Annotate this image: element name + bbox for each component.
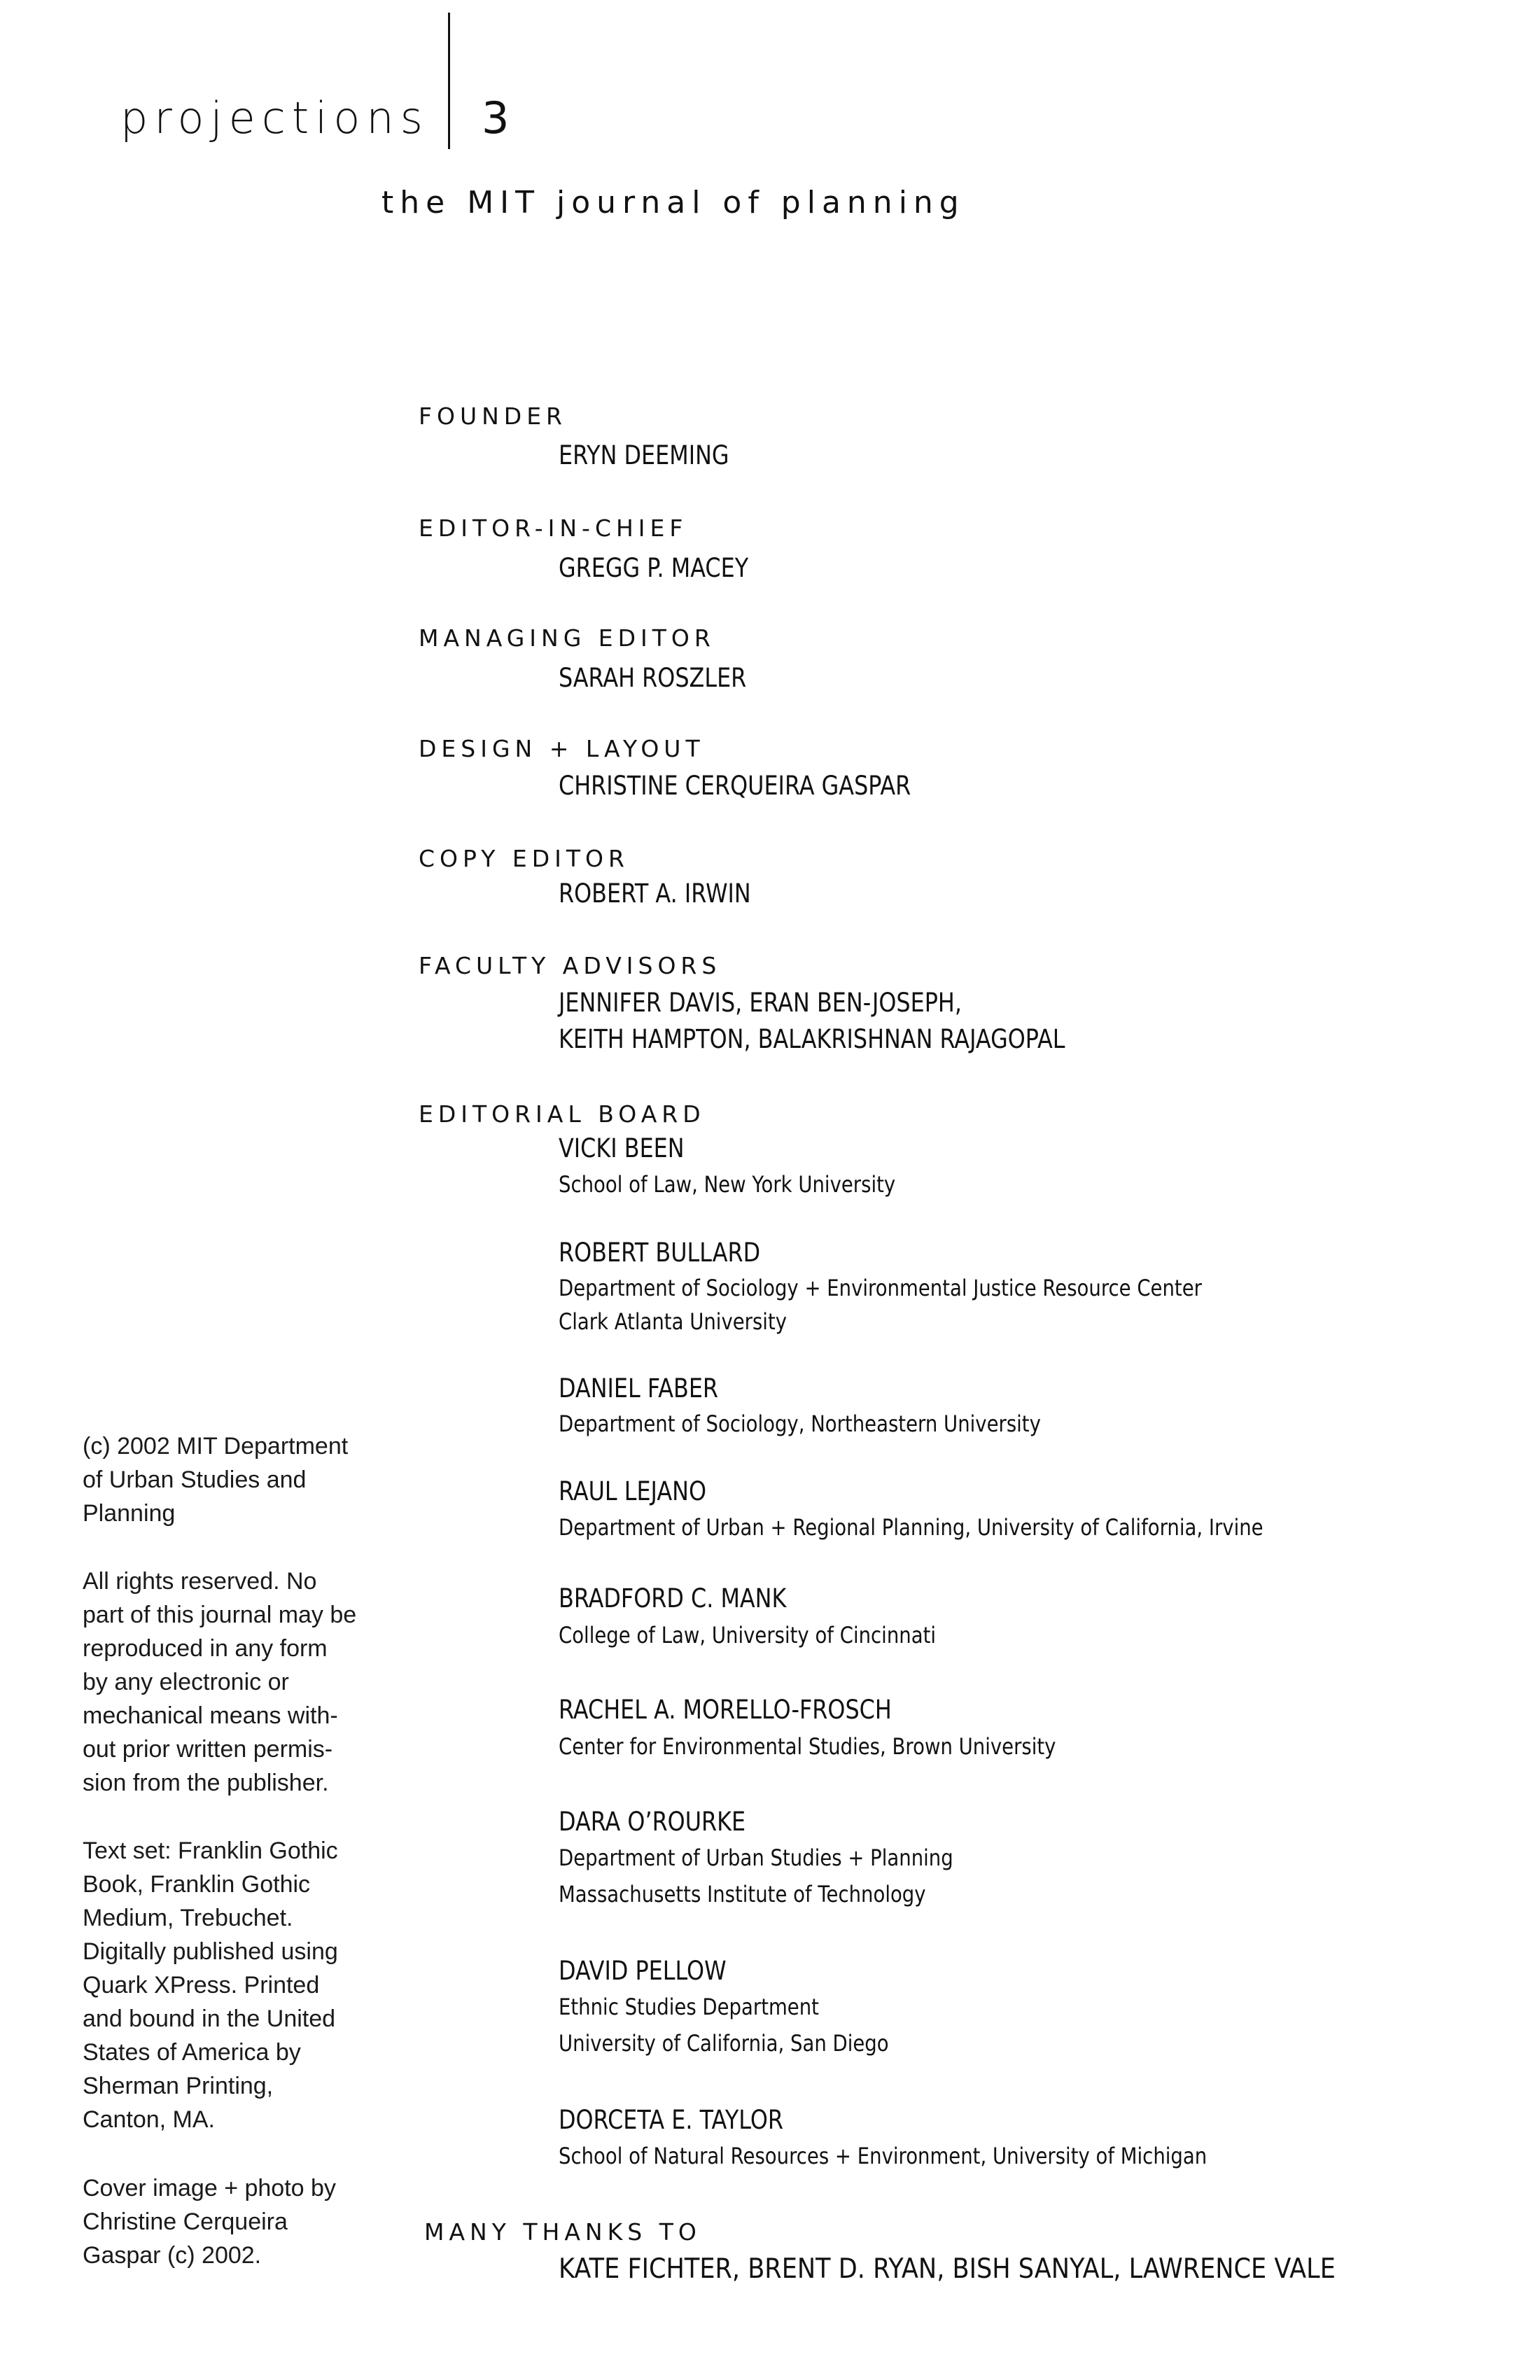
colophon-line: Christine Cerqueira [83,2208,288,2235]
board-member-name: DANIEL FABER [559,1373,719,1404]
role-design-layout: DESIGN + LAYOUT [419,735,705,762]
colophon-copyright [83,1429,391,1530]
colophon-line: Medium, Trebuchet. [83,1905,293,1931]
board-member-name: DAVID PELLOW [559,1956,727,1986]
board-member-affiliation: Department of Urban + Regional Planning, University of California, Irvine [559,1514,1264,1541]
colophon-line: Cover image + photo by [83,2175,336,2202]
colophon-line: Sherman Printing, [83,2073,274,2099]
board-member-affiliation: University of California, San Diego [559,2030,889,2057]
role-copy-editor: COPY EDITOR [419,845,629,872]
board-member-name: RACHEL A. MORELLO-FROSCH [559,1695,892,1725]
masthead-divider [448,13,450,149]
board-member-affiliation: School of Natural Resources + Environment, University of Michigan [559,2143,1208,2169]
board-member-name: DARA O’ROURKE [559,1807,746,1837]
role-editorial-board: EDITORIAL BOARD [419,1100,706,1128]
staff-name: KEITH HAMPTON, BALAKRISHNAN RAJAGOPAL [559,1024,1065,1054]
board-member-affiliation: Ethnic Studies Department [559,1994,819,2020]
role-founder: FOUNDER [419,402,567,430]
journal-subtitle: the MIT journal of planning [382,185,965,220]
staff-name: SARAH ROSZLER [559,663,747,693]
board-member-affiliation: School of Law, New York University [559,1171,896,1198]
board-member-affiliation: Massachusetts Institute of Technology [559,1881,926,1907]
colophon-line: States of America by [83,2039,301,2066]
board-member-affiliation: Department of Urban Studies + Planning [559,1844,953,1871]
board-member-name: RAUL LEJANO [559,1476,706,1506]
board-member-affiliation: Department of Sociology + Environmental Justice Resource Center [559,1275,1202,1301]
colophon-line: mechanical means with- [83,1702,338,1729]
staff-name: ERYN DEEMING [559,440,729,470]
staff-name: JENNIFER DAVIS, ERAN BEN-JOSEPH, [559,988,962,1018]
colophon-line: Canton, MA. [83,2106,215,2133]
role-editor-in-chief: EDITOR-IN-CHIEF [419,514,688,542]
colophon-line: Digitally published using [83,1938,338,1965]
journal-title: projections [120,92,429,144]
colophon-line: Text set: Franklin Gothic [83,1837,338,1864]
staff-name: CHRISTINE CERQUEIRA GASPAR [559,771,911,801]
colophon-line: sion from the publisher. [83,1770,329,1796]
board-member-affiliation: Clark Atlanta University [559,1308,788,1335]
colophon-line: of Urban Studies and [83,1466,307,1493]
role-managing-editor: MANAGING EDITOR [419,624,715,652]
board-member-affiliation: Department of Sociology, Northeastern University [559,1410,1041,1437]
board-member-name: BRADFORD C. MANK [559,1583,787,1614]
colophon-rights [83,1564,391,1800]
board-member-name: DORCETA E. TAYLOR [559,2105,784,2135]
colophon-line: part of this journal may be [83,1602,357,1628]
colophon-line: Gaspar (c) 2002. [83,2242,262,2269]
role-faculty-advisors: FACULTY ADVISORS [419,952,722,979]
colophon-production [83,1834,391,2136]
board-member-affiliation: Center for Environmental Studies, Brown University [559,1733,1056,1760]
colophon-line: by any electronic or [83,1669,289,1695]
staff-name: GREGG P. MACEY [559,553,749,583]
board-member-affiliation: College of Law, University of Cincinnati [559,1622,937,1648]
staff-name: ROBERT A. IRWIN [559,878,751,909]
colophon-line: (c) 2002 MIT Department [83,1433,349,1460]
role-many-thanks: MANY THANKS TO [424,2218,701,2246]
colophon-line: Quark XPress. Printed [83,1972,320,1998]
colophon-cover [83,2171,391,2272]
colophon-line: and bound in the United [83,2005,336,2032]
board-member-name: VICKI BEEN [559,1133,685,1163]
colophon-line: reproduced in any form [83,1635,328,1662]
issue-number: 3 [482,92,510,144]
board-member-name: ROBERT BULLARD [559,1238,761,1268]
colophon-line: Book, Franklin Gothic [83,1871,311,1898]
colophon-line: Planning [83,1500,176,1527]
thanks-names: KATE FICHTER, BRENT D. RYAN, BISH SANYAL, LAWRENCE VALE [559,2253,1336,2285]
colophon-line: out prior written permis- [83,1736,333,1763]
colophon-line: All rights reserved. No [83,1568,317,1595]
